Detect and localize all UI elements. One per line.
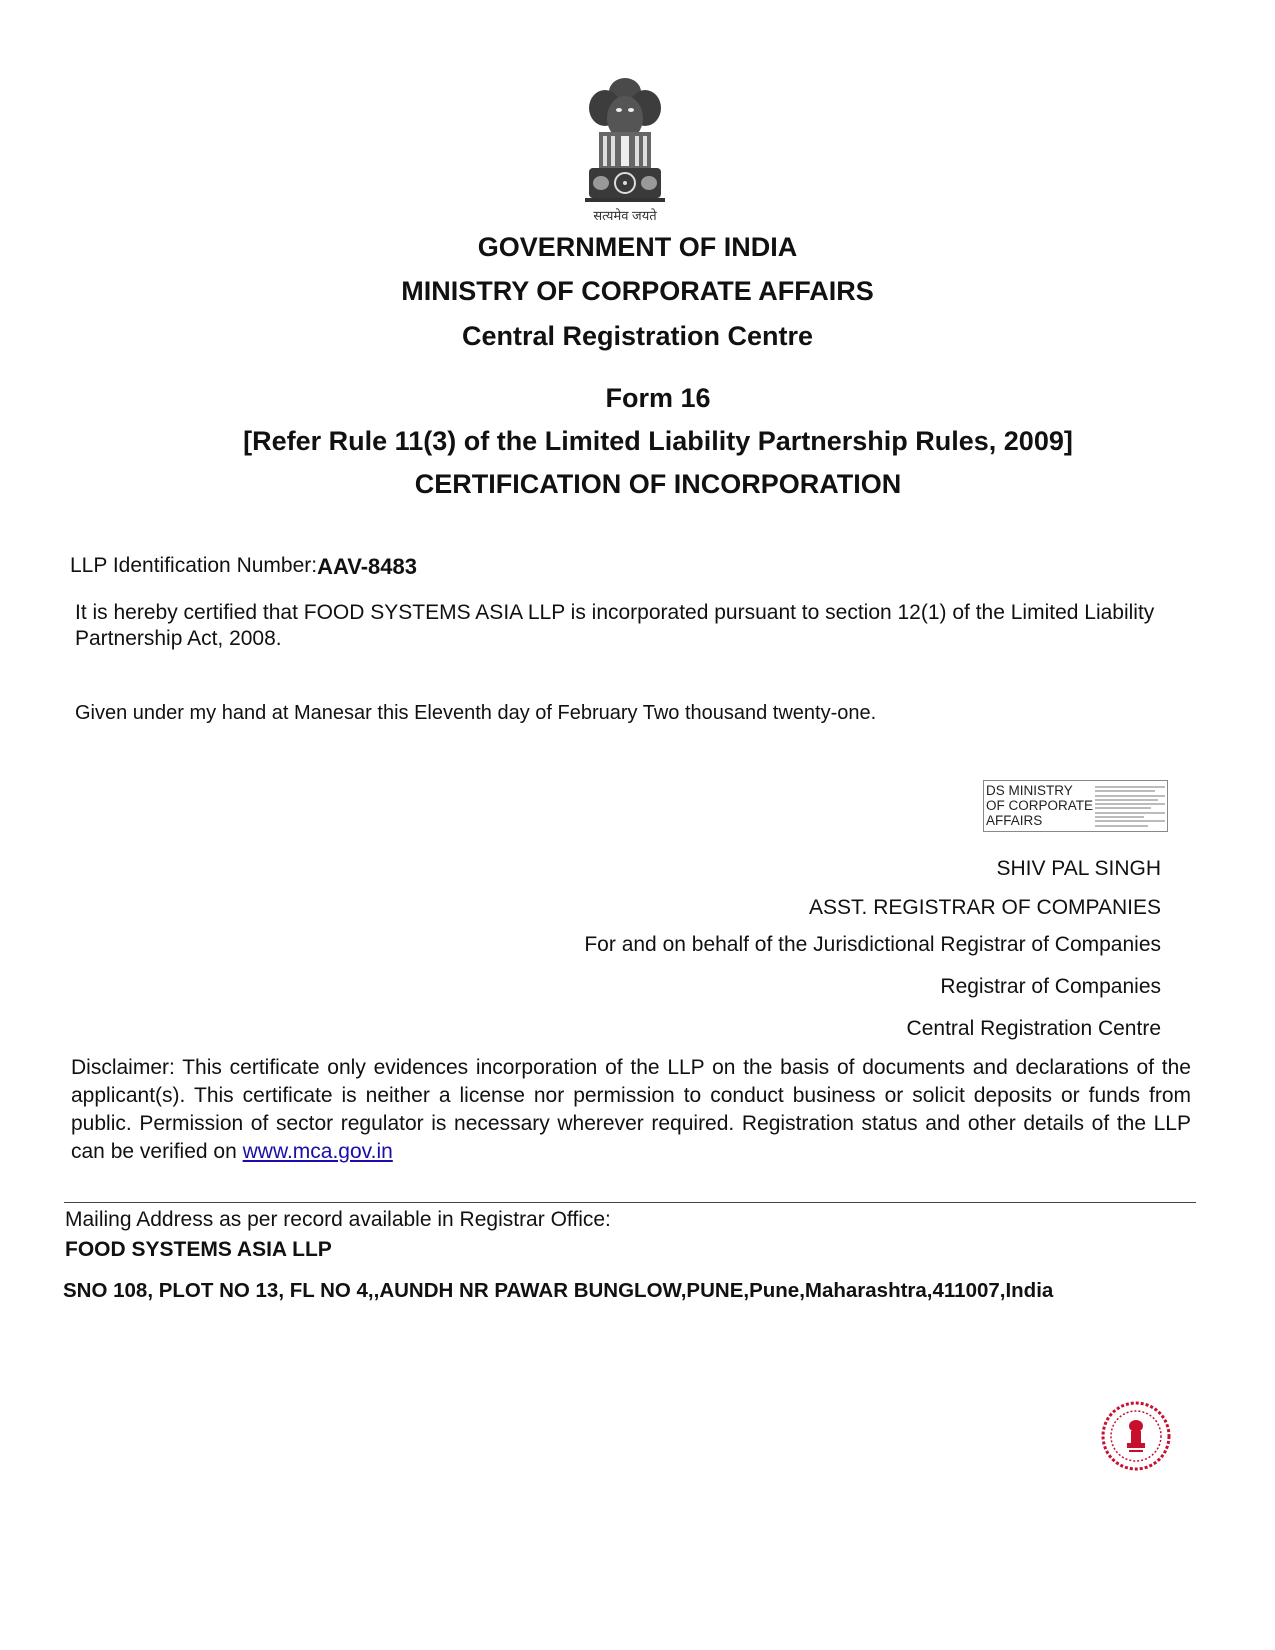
emblem-motto: सत्यमेव जयते [593, 208, 657, 223]
form-number: Form 16 [605, 383, 711, 413]
signatory-designation: ASST. REGISTRAR OF COMPANIES [809, 896, 1161, 919]
llpin-row [70, 552, 417, 578]
digital-signature-box [983, 780, 1168, 832]
header-crc: Central Registration Centre [461, 321, 814, 351]
divider-line [64, 1202, 1196, 1203]
digital-signature-label [986, 783, 1094, 828]
digital-signature-details [1095, 786, 1165, 829]
mca-website-link[interactable]: www.mca.gov.in [242, 1140, 393, 1163]
signatory-office: Registrar of Companies [940, 975, 1161, 998]
mailing-address: SNO 108, PLOT NO 13, FL NO 4,,AUNDH NR PAWAR BUNGLOW,PUNE,Pune,Maharashtra,411007,India [63, 1279, 1054, 1302]
given-text: Given under my hand at Manesar this Eleventh day of February Two thousand twenty-one. [75, 702, 877, 724]
signatory-name: SHIV PAL SINGH [996, 857, 1161, 880]
llpin-label: LLP Identification Number: [70, 554, 318, 577]
mailing-label: Mailing Address as per record available in Registrar Office: [65, 1208, 611, 1231]
ds-line-2: OF CORPORATE [986, 798, 1094, 813]
header-ministry: MINISTRY OF CORPORATE AFFAIRS [401, 276, 874, 306]
ds-line-3: AFFAIRS [986, 813, 1043, 828]
llpin-value: AAV-8483 [317, 554, 417, 579]
certification-text: It is hereby certified that FOOD SYSTEMS ASIA LLP is incorporated pursuant to section 12(1) of the Limited Liability Partnership Act, 2008. [75, 601, 1155, 650]
form-title: CERTIFICATION OF INCORPORATION [414, 469, 902, 499]
national-emblem [575, 70, 675, 230]
ds-line-1: DS MINISTRY [986, 783, 1073, 798]
form-rule-reference: [Refer Rule 11(3) of the Limited Liability Partnership Rules, 2009] [243, 426, 1073, 456]
mailing-name: FOOD SYSTEMS ASIA LLP [65, 1238, 332, 1261]
disclaimer-text: Disclaimer: This certificate only evidences incorporation of the LLP on the basis of documents and declarations of the applicant(s). This certificate is neither a license nor permission to conduct business or solicit deposits or funds from public. Permission of sector regulator is necessary wherever required. Registration status and other details of the LLP can be verified on [71, 1056, 1191, 1163]
signatory-centre: Central Registration Centre [906, 1017, 1161, 1040]
signatory-behalf: For and on behalf of the Jurisdictional Registrar of Companies [584, 933, 1161, 956]
official-seal-icon [1100, 1400, 1172, 1472]
disclaimer [71, 1054, 1191, 1166]
header-government: GOVERNMENT OF INDIA [477, 232, 798, 262]
